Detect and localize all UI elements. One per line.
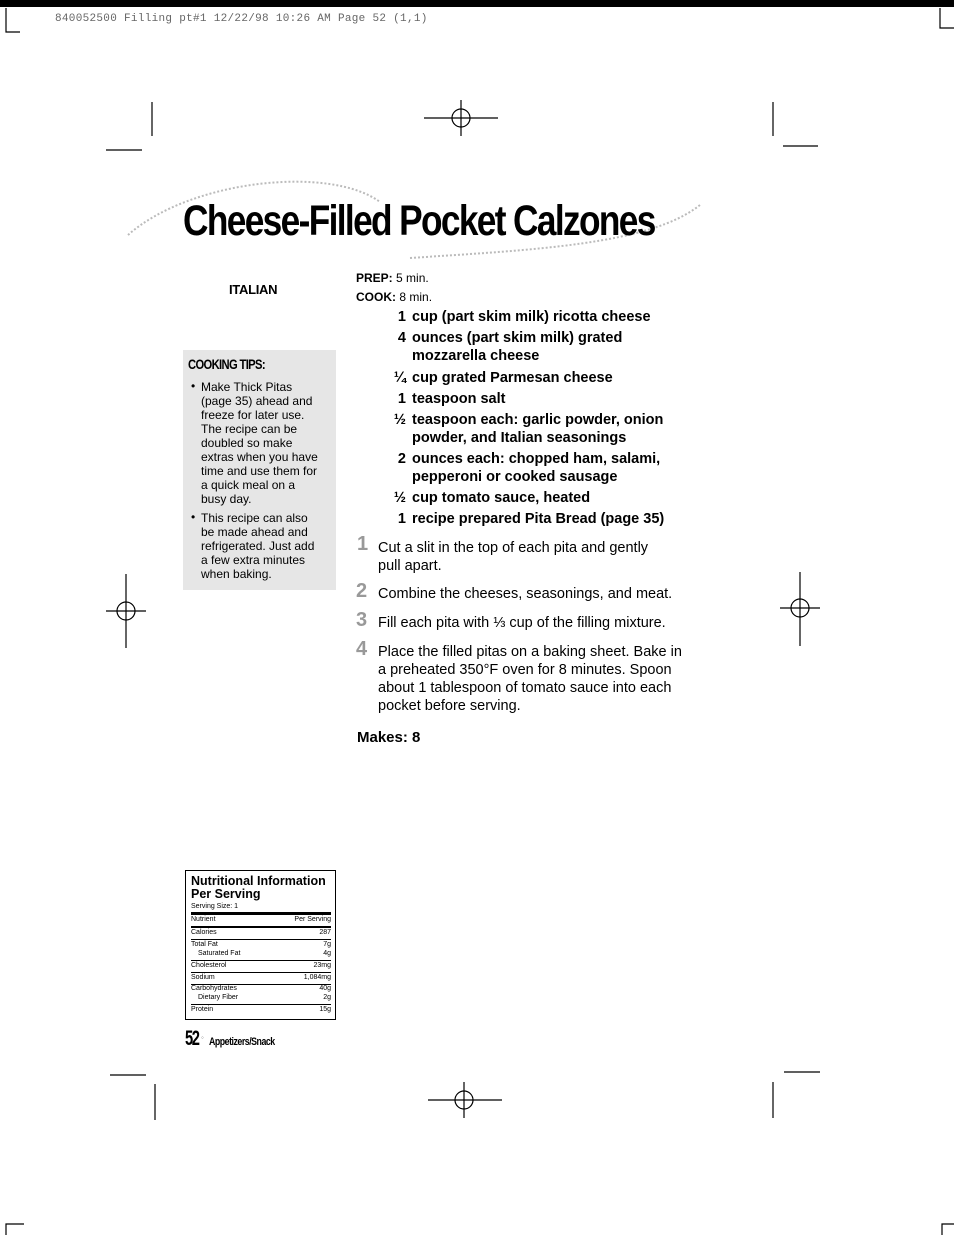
- serving-size: Serving Size: 1: [191, 903, 239, 910]
- nutrition-row: [191, 929, 331, 936]
- tip-line: a few extra minutes: [201, 553, 306, 567]
- ingredient-text: mozzarella cheese: [412, 348, 540, 364]
- tip-line: refrigerated. Just add: [201, 539, 315, 553]
- nutrient-value: 4g: [323, 950, 331, 957]
- cook-time: [356, 290, 432, 304]
- cuisine-label: ITALIAN: [229, 282, 278, 297]
- step-2: [378, 585, 718, 603]
- nutrition-row: [191, 941, 331, 948]
- ingredient-text: recipe prepared Pita Bread (page 35): [412, 511, 665, 527]
- nutrition-rule: [191, 912, 331, 915]
- tip-bullet: •: [191, 510, 196, 524]
- nutrition-rule: [191, 939, 331, 940]
- step-line: pull apart.: [378, 558, 442, 574]
- ingredient-text: teaspoon salt: [412, 391, 506, 407]
- nutrient-value: 40g: [319, 985, 331, 992]
- ingredient-qty: ¼: [393, 370, 406, 386]
- nutrition-rule: [191, 1004, 331, 1005]
- corner-mark-bottom-right: [942, 1224, 954, 1235]
- per-serving-column-header: Per Serving: [294, 916, 331, 923]
- tip-line: Make Thick Pitas: [201, 380, 293, 394]
- corner-mark-bottom-left: [6, 1224, 24, 1235]
- ingredient-text: teaspoon each: garlic powder, onion: [412, 412, 664, 428]
- ingredient-qty: ½: [393, 412, 406, 428]
- ingredient-qty: 2: [397, 451, 406, 467]
- step-number: 2: [356, 580, 368, 602]
- ingredient-qty: 1: [397, 391, 406, 407]
- page-number: 52: [185, 1027, 199, 1050]
- step-line: a preheated 350°F oven for 8 minutes. Spoon: [378, 662, 672, 678]
- nutrient-name: Carbohydrates: [191, 985, 237, 992]
- nutrition-rule: [191, 926, 331, 928]
- nutrition-row: [191, 1006, 331, 1013]
- step-3: [378, 614, 718, 632]
- nutrient-name: Saturated Fat: [198, 950, 241, 957]
- makes-yield: Makes: 8: [357, 729, 421, 746]
- nutrition-row: [191, 994, 331, 1001]
- ingredient-text: pepperoni or cooked sausage: [412, 469, 618, 485]
- ingredient-qty: 1: [397, 309, 406, 325]
- nutrient-name: Protein: [191, 1006, 214, 1013]
- prep-label: PREP:: [356, 271, 393, 285]
- ingredient-text: powder, and Italian seasonings: [412, 430, 627, 446]
- step-line: Cut a slit in the top of each pita and gently: [378, 540, 649, 556]
- nutrient-name: Sodium: [191, 974, 215, 981]
- nutrient-value: 15g: [319, 1006, 331, 1013]
- nutrition-row: [191, 950, 331, 957]
- tip-line: time and use them for: [201, 464, 318, 478]
- ingredient-text: ounces (part skim milk) grated: [412, 330, 623, 346]
- nutrient-name: Cholesterol: [191, 962, 227, 969]
- nutrient-value: 7g: [323, 941, 331, 948]
- tip-line: The recipe can be: [201, 422, 298, 436]
- cook-label: COOK:: [356, 290, 396, 304]
- tip-line: freeze for later use.: [201, 408, 305, 422]
- footer-separator: ◦: [201, 1033, 204, 1042]
- step-line: Fill each pita with ⅓ cup of the filling mixture.: [378, 615, 666, 631]
- tip-line: doubled so make: [201, 436, 293, 450]
- nutrient-value: 2g: [323, 994, 331, 1001]
- nutrient-name: Dietary Fiber: [198, 994, 239, 1001]
- nutrition-row: [191, 962, 331, 969]
- ingredient-text: ounces each: chopped ham, salami,: [412, 451, 661, 467]
- nutrient-name: Calories: [191, 929, 217, 936]
- print-slug: 840052500 Filling pt#1 12/22/98 10:26 AM Page 52 (1,1): [55, 13, 428, 25]
- tip-line: busy day.: [201, 492, 252, 506]
- ingredient-qty: 4: [397, 330, 406, 346]
- nutrient-value: 1,084mg: [303, 974, 331, 981]
- ingredient-qty: ½: [393, 490, 406, 506]
- nutrition-title-line: Per Serving: [191, 887, 261, 901]
- cook-value: 8 min.: [399, 290, 433, 304]
- step-4: [378, 643, 718, 715]
- nutrition-row: [191, 985, 331, 992]
- corner-mark-top-right: [940, 8, 954, 28]
- corner-mark-top-left: [6, 8, 20, 32]
- step-number: 3: [356, 609, 368, 631]
- nutrition-rule: [191, 960, 331, 961]
- nutrition-header-row: [191, 916, 331, 923]
- nutrient-name: Total Fat: [191, 941, 218, 948]
- ingredient-text: cup grated Parmesan cheese: [412, 370, 613, 386]
- tip-line: extras when you have: [201, 450, 318, 464]
- recipe-title: Cheese-Filled Pocket Calzones: [183, 197, 655, 245]
- step-line: Place the filled pitas on a baking sheet. Bake in: [378, 644, 682, 660]
- step-number: 4: [356, 638, 368, 660]
- tip-bullet: •: [191, 379, 196, 393]
- ingredient-qty: 1: [397, 511, 406, 527]
- cooking-tips-heading: COOKING TIPS:: [188, 356, 265, 372]
- nutrient-column-header: Nutrient: [191, 916, 216, 923]
- step-line: about 1 tablespoon of tomato sauce into each: [378, 680, 672, 696]
- tip-1: [201, 380, 329, 506]
- nutrition-title: [191, 875, 326, 901]
- tip-line: when baking.: [201, 567, 272, 581]
- tip-line: a quick meal on a: [201, 478, 296, 492]
- ingredient-text: cup (part skim milk) ricotta cheese: [412, 309, 651, 325]
- nutrition-rule: [191, 972, 331, 973]
- nutrient-value: 23mg: [313, 962, 331, 969]
- nutrition-row: [191, 974, 331, 981]
- tip-2: [201, 511, 329, 581]
- step-line: pocket before serving.: [378, 698, 521, 714]
- tip-line: (page 35) ahead and: [201, 394, 313, 408]
- tip-line: be made ahead and: [201, 525, 308, 539]
- step-1: [378, 539, 718, 575]
- step-line: Combine the cheeses, seasonings, and meat.: [378, 586, 673, 602]
- tip-line: This recipe can also: [201, 511, 308, 525]
- section-name: Appetizers/Snack: [209, 1036, 275, 1048]
- ingredient-text: cup tomato sauce, heated: [412, 490, 591, 506]
- nutrition-title-line: Nutritional Information: [191, 874, 326, 888]
- prep-value: 5 min.: [396, 271, 429, 285]
- nutrient-value: 287: [319, 929, 331, 936]
- prep-time: [356, 271, 429, 285]
- step-number: 1: [357, 533, 369, 555]
